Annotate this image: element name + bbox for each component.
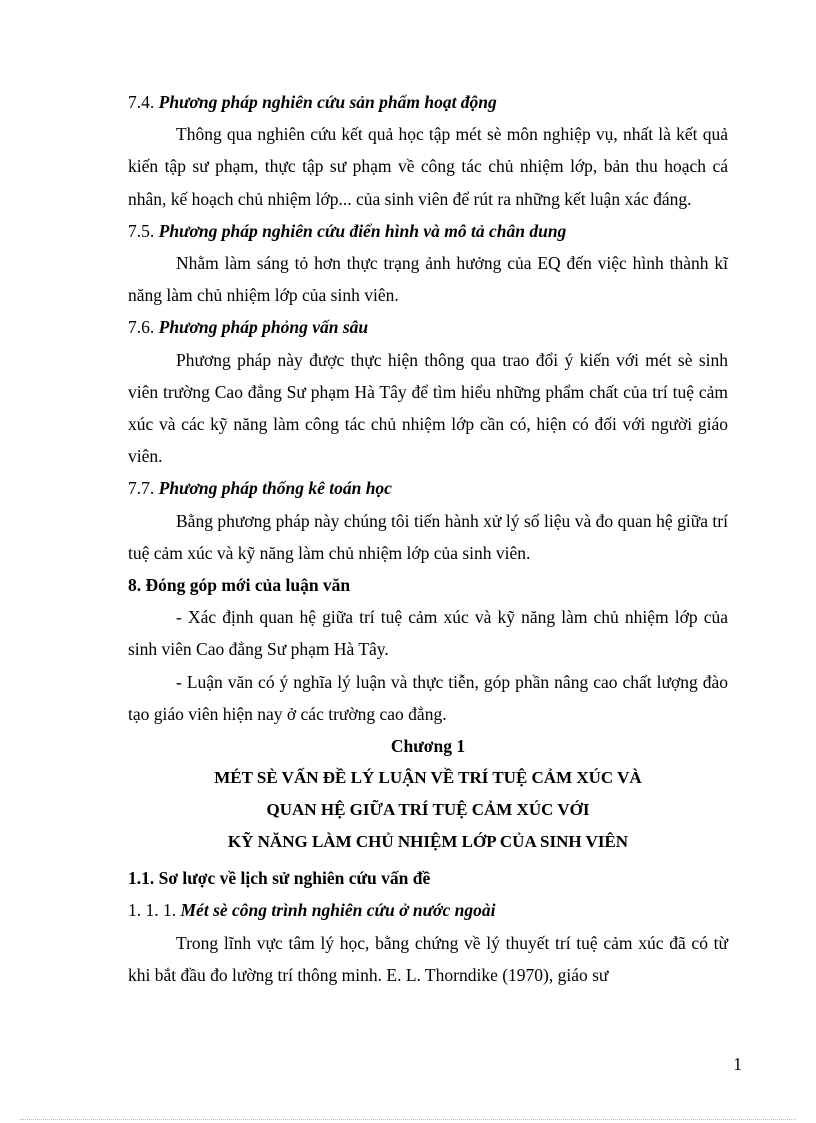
section-1-1-heading: 1.1. Sơ lược về lịch sử nghiên cứu vấn đề	[128, 868, 431, 889]
section-8-item-2: - Luận văn có ý nghĩa lý luận và thực tiễn, góp phần nâng cao chất lượng đào tạo giáo viên hiện nay ở các trường cao đẳng.	[128, 671, 728, 724]
section-7-5-title: Phương pháp nghiên cứu điển hình và mô tả chân dung	[158, 220, 567, 241]
section-1-1-1-heading	[128, 894, 728, 926]
section-1-1-1-title: Mét sè công trình nghiên cứu ở nước ngoài	[180, 900, 496, 921]
section-7-6-heading	[128, 311, 728, 343]
section-7-7-paragraph: Bằng phương pháp này chúng tôi tiến hành xử lý số liệu và đo quan hệ giữa trí tuệ cảm xúc và kỹ năng làm chủ nhiệm lớp của sinh viên.	[128, 510, 728, 563]
section-1-1-1-number: 1. 1. 1.	[128, 900, 177, 921]
chapter-label: Chương 1	[390, 736, 466, 757]
section-7-4-title: Phương pháp nghiên cứu sản phẩm hoạt động	[158, 92, 497, 112]
section-7-6-number: 7.6.	[128, 317, 155, 338]
section-7-7-number: 7.7.	[128, 478, 155, 499]
section-7-7-heading	[128, 472, 728, 504]
chapter-title-line-2: QUAN HỆ GIỮA TRÍ TUỆ CẢM XÚC VỚI	[266, 800, 590, 820]
section-7-5-paragraph: Nhằm làm sáng tỏ hơn thực trạng ảnh hưởng của EQ đến việc hình thành kĩ năng làm chủ nhiệm lớp của sinh viên.	[128, 253, 728, 306]
chapter-title-line-3: KỸ NĂNG LÀM CHỦ NHIỆM LỚP CỦA SINH VIÊN	[227, 832, 629, 852]
section-7-4-number: 7.4.	[128, 92, 155, 112]
page-bottom-divider	[20, 1119, 796, 1120]
section-1-1-1-paragraph: Trong lĩnh vực tâm lý học, bằng chứng về lý thuyết trí tuệ cảm xúc đã có từ khi bắt đầu đo lường trí thông minh. E. L. Thorndike (1970), giáo sư	[128, 932, 728, 985]
section-7-5-heading	[128, 215, 728, 247]
section-7-6-title: Phương pháp phỏng vấn sâu	[158, 317, 369, 338]
section-7-5-number: 7.5.	[128, 220, 155, 241]
chapter-title-line-1: MÉT SÈ VẤN ĐỀ LÝ LUẬN VỀ TRÍ TUỆ CẢM XÚC VÀ	[214, 768, 642, 788]
page-content	[128, 86, 728, 991]
section-8-heading: 8. Đóng góp mới của luận văn	[128, 575, 351, 596]
page-number: 1	[733, 1054, 742, 1074]
section-7-4-heading	[128, 86, 728, 118]
section-8-item-1: - Xác định quan hệ giữa trí tuệ cảm xúc và kỹ năng làm chủ nhiệm lớp của sinh viên Cao đẳng Sư phạm Hà Tây.	[128, 607, 728, 660]
section-7-4-paragraph: Thông qua nghiên cứu kết quả học tập mét sè môn nghiệp vụ, nhất là kết quả kiến tập sư phạm, thực tập sư phạm về công tác chủ nhiệm lớp, bản thu hoạch cá nhân, kế hoạch chủ nhiệm lớp... của sinh viên để rút ra những kết luận xác đáng.	[128, 124, 728, 209]
section-7-7-title: Phương pháp thống kê toán học	[158, 478, 392, 499]
section-7-6-paragraph: Phương pháp này được thực hiện thông qua trao đổi ý kiến với mét sè sinh viên trường Cao đẳng Sư phạm Hà Tây để tìm hiểu những phẩm chất của trí tuệ cảm xúc và các kỹ năng làm công tác chủ nhiệm lớp cần có, hiện có đối với người giáo viên.	[128, 349, 728, 467]
